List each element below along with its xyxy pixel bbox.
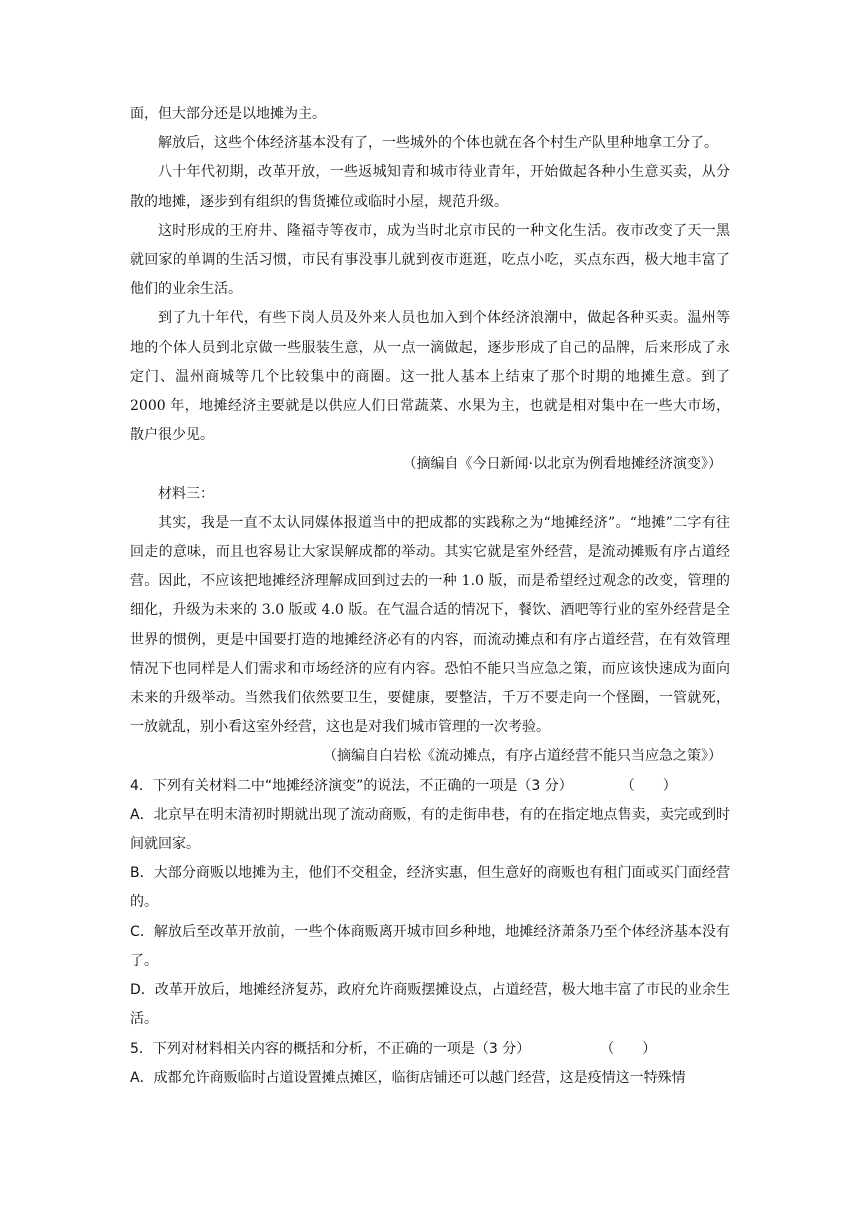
question-option: D．改革开放后，地摊经济复苏，政府允许商贩摆摊设点，占道经营，极大地丰富了市民的业余生活。 — [130, 982, 730, 1028]
source-citation: （摘编自白岩松《流动摊点，有序占道经营不能只当应急之策》） — [323, 748, 722, 765]
paragraph: 这时形成的王府井、隆福寺等夜市，成为当时北京市民的一种文化生活。夜市改变了天一黑就回家的单调的生活习惯，市民有事没事儿就到夜市逛逛，吃点小吃，买点东西，极大地丰富了他们的业余生活。 — [130, 222, 730, 298]
question-stem — [130, 772, 730, 801]
paragraph: 其实，我是一直不太认同媒体报道当中的把成都的实践称之为“地摊经济”。“地摊”二字有往回走的意味，而且也容易让大家误解成都的举动。其实它就是室外经营，是流动摊贩有序占道经营。因此，不应该把地摊经济理解成回到过去的一种 1.0 版，而是希望经过观念的改变，管理的细化，升级为未来的 3.0 版或 4.0 版。在气温合适的情况下，餐饮、酒吧等行业的室外经营是全世界的惯例，更是中国要打造的地摊经济必有的内容，而流动摊点和有序占道经营，在有效管理情况下也同样是人们需求和市场经济的应有内容。恐怕不能只当应急之策，而应该快速成为面向未来的升级举动。当然我们依然要卫生，要健康，要整洁，千万不要走向一个怪圈，一管就死，一放就乱，别小看这室外经营，这也是对我们城市管理的一次考验。 — [130, 514, 730, 736]
material-heading: 材料三： — [158, 485, 214, 502]
paragraph: 到了九十年代，有些下岗人员及外来人员也加入到个体经济浪潮中，做起各种买卖。温州等地的个体人员到北京做一些服装生意，从一点一滴做起，逐步形成了自己的品牌，后来形成了永定门、温州商城等几个比较集中的商圈。这一批人基本上结束了那个时期的地摊生意。到了 2000 年，地摊经济主要就是以供应人们日常蔬菜、水果为主，也就是相对集中在一些大市场，散户很少见。 — [130, 310, 730, 444]
question-stem — [130, 1035, 730, 1064]
source-citation: （摘编自《今日新闻·以北京为例看地摊经济演变》） — [402, 456, 722, 473]
question-option: C．解放后至改革开放前，一些个体商贩离开城市回乡种地，地摊经济萧条乃至个体经济基本没有了。 — [130, 923, 730, 969]
question-option: A．北京早在明末清初时期就出现了流动商贩，有的走街串巷，有的在指定地点售卖，卖完或到时间就回家。 — [130, 806, 730, 853]
question-option: B．大部分商贩以地摊为主，他们不交租金，经济实惠，但生意好的商贩也有租门面或买门面经营的。 — [130, 865, 730, 911]
paragraph: 面，但大部分还是以地摊为主。 — [130, 106, 326, 122]
question-text: 5．下列对材料相关内容的概括和分析，不正确的一项是（3 分） — [130, 1040, 531, 1057]
answer-blank: （ ） — [600, 1040, 657, 1057]
paragraph: 解放后，这些个体经济基本没有了，一些城外的个体也就在各个村生产队里种地拿工分了。 — [158, 135, 718, 152]
document-page — [130, 100, 730, 1093]
question-text: 4．下列有关材料二中“地摊经济演变”的说法，不正确的一项是（3 分） — [130, 777, 573, 794]
paragraph: 八十年代初期，改革开放，一些返城知青和城市待业青年，开始做起各种小生意买卖，从分散的地摊，逐步到有组织的售货摊位或临时小屋，规范升级。 — [130, 164, 730, 210]
answer-blank: （ ） — [620, 777, 677, 794]
question-option: A．成都允许商贩临时占道设置摊点摊区，临街店铺还可以越门经营，这是疫情这一特殊情 — [130, 1069, 686, 1086]
